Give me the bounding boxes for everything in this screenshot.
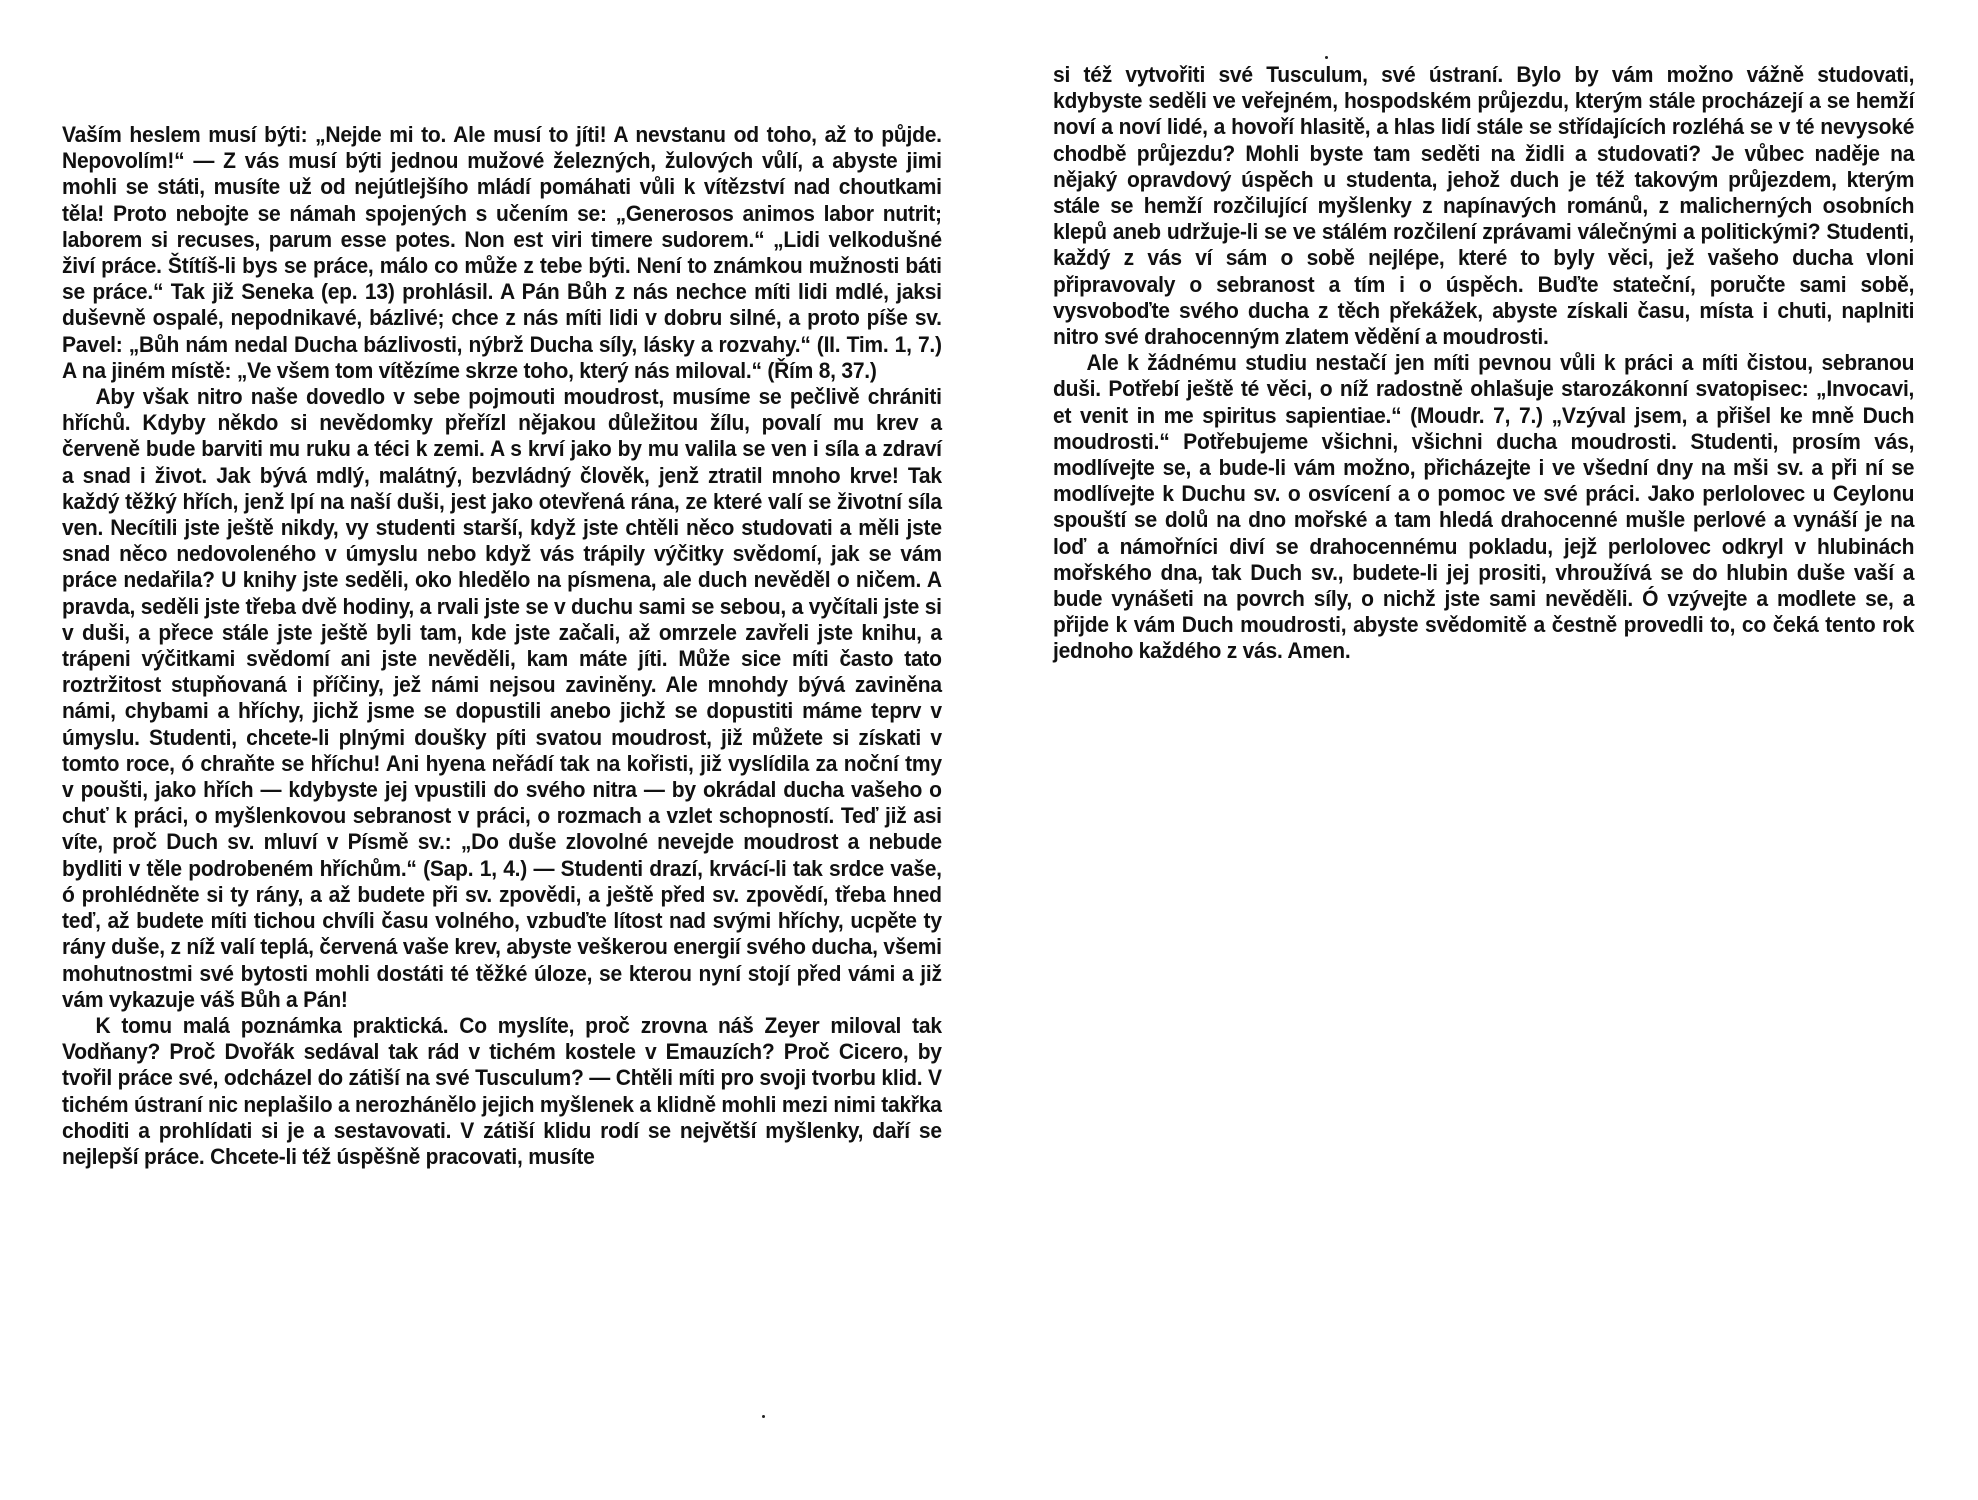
left-page-column [62,122,942,1170]
scan-speck [1325,56,1328,59]
right-page-column [1053,62,1914,665]
right-paragraph-2: Ale k žádnému studiu nestačí jen míti pevnou vůli k práci a míti čistou, sebranou duši. Potřebí ještě té věci, o níž radostně ohlašuje starozákonní svatopisec: „Invocavi, et venit in me spiritus sapientiae.“ (Moudr. 7, 7.) „Vzýval jsem, a přišel ke mně Duch moudrosti.“ Potřebujeme všichni, všichni ducha moudrosti. Studenti, prosím vás, modlívejte se, a bude-li vám možno, přicházejte i ve všední dny na mši sv. a při ní se modlívejte k Duchu sv. o osvícení a o pomoc ve své práci. Jako perlolovec u Ceylonu spouští se dolů na dno mořské a tam hledá drahocenné mušle perlové a vynáší je na loď a námořníci diví se drahocennému pokladu, jejž perlolovec odkryl v hlubinách mořského dna, tak Duch sv., budete-li jej prositi, vhroužívá se do hlubin duše vaší a bude vynášeti na povrch síly, o nichž jste sami nevěděli. Ó vzývejte a modlete se, a přijde k vám Duch moudrosti, abyste svědomitě a čestně provedli to, co čeká tento rok jednoho každého z vás. Amen. [1053,350,1915,664]
left-paragraph-3: K tomu malá poznámka praktická. Co myslíte, proč zrovna náš Zeyer miloval tak Vodňany? Proč Dvořák sedával tak rád v tichém kostele v Emauzích? Proč Cicero, by tvořil práce své, odcházel do zátiší na své Tusculum? — Chtěli míti pro svoji tvorbu klid. V tichém ústraní nic neplašilo a nerozhánělo jejich myšlenek a klidně mohli mezi nimi takřka choditi a prohlídati si je a sestavovati. V zátiší klidu rodí se největší myšlenky, daří se nejlepší práce. Chcete-li též úspěšně pracovati, musíte [62,1012,942,1169]
left-paragraph-1: Vaším heslem musí býti: „Nejde mi to. Ale musí to jíti! A nevstanu od toho, až to půjde. Nepovolím!“ — Z vás musí býti jednou mužové železných, žulových vůlí, a abyste jimi mohli se státi, musíte už od nejútlejšího mládí pomáhati vůli k vítězství nad choutkami těla! Proto nebojte se námah spojených s učením se: „Generosos animos labor nutrit; laborem si recuses, parum esse potes. Non est viri timere sudorem.“ „Lidi velkodušné živí práce. Štítíš-li bys se práce, málo co může z tebe býti. Není to známkou mužnosti báti se práce.“ Tak již Seneka (ep. 13) prohlásil. A Pán Bůh z nás nechce míti lidi mdlé, jaksi duševně ospalé, nepodnikavé, bázlivé; chce z nás míti lidi v dobru silné, a proto píše sv. Pavel: „Bůh nám nedal Ducha bázlivosti, nýbrž Ducha síly, lásky a rozvahy.“ (II. Tim. 1, 7.) A na jiném místě: „Ve všem tom vítězíme skrze toho, který nás miloval.“ (Řím 8, 37.) [62,122,942,383]
right-paragraph-1: si též vytvořiti své Tusculum, své ústraní. Bylo by vám možno vážně studovati, kdybyste seděli ve veřejném, hospodském průjezdu, kterým stále procházejí a se hemží noví a noví lidé, a hovoří hlasitě, a hlas lidí stále se střídajících rozléhá se v té nevysoké chodbě průjezdu? Mohli byste tam seděti na židli a studovati? Je vůbec naděje na nějaký opravdový úspěch u studenta, jehož duch je též takovým průjezdem, kterým stále se hemží rozčilující myšlenky z napínavých románů, z malicherných osobních klepů aneb udržuje-li se ve stálém rozčilení zprávami válečnými a politickými? Studenti, každý z vás ví sám o sobě nejlépe, které to byly věci, jež vašeho ducha vloni připravovaly o sebranost a tím i o úspěch. Buďte stateční, poručte sami sobě, vysvoboďte svého ducha z těch překážek, abyste získali času, místa i chuti, naplniti nitro své drahocenným zlatem vědění a moudrosti. [1053,62,1915,350]
scan-speck [762,1415,765,1418]
left-paragraph-2: Aby však nitro naše dovedlo v sebe pojmouti moudrost, musíme se pečlivě chrániti hříchů. Kdyby někdo si nevědomky přeřízl nějakou důležitou žílu, povalí mu krev a červeně bude barviti mu ruku a téci k zemi. A s krví jako by mu valila se ven i síla a zdraví a snad i život. Jak bývá mdlý, malátný, bezvládný člověk, jenž ztratil mnoho krve! Tak každý těžký hřích, jenž lpí na naší duši, jest jako otevřená rána, ze které valí se životní síla ven. Necítili jste ještě nikdy, vy studenti starší, když jste chtěli něco studovati a měli jste snad něco nedovoleného v úmyslu nebo když vás trápily výčitky svědomí, jak se vám práce nedařila? U knihy jste seděli, oko hledělo na písmena, ale duch nevěděl o ničem. A pravda, seděli jste třeba dvě hodiny, a rvali jste se v duchu sami se sebou, a vyčítali jste si v duši, a přece stále jste ještě byli tam, kde jste začali, až omrzele zavřeli jste knihu, a trápeni výčitkami svědomí ani jste nevěděli, kam máte jíti. Může sice míti často tato roztržitost stupňovaná i příčiny, jež námi nejsou zaviněny. Ale mnohdy bývá zaviněna námi, chybami a hříchy, jichž jsme se dopustili anebo jichž se dopustiti máme teprv v úmyslu. Studenti, chcete-li plnými doušky píti svatou moudrost, již můžete si získati v tomto roce, ó chraňte se hříchu! Ani hyena neřádí tak na kořisti, již vyslídila za noční tmy v poušti, jako hřích — kdybyste jej vpustili do svého nitra — by okrádal ducha vašeho o chuť k práci, o myšlenkovou sebranost v práci, o rozmach a vzlet schopností. Teď již asi víte, proč Duch sv. mluví v Písmě sv.: „Do duše zlovolné nevejde moudrost a nebude bydliti v těle podrobeném hříchům.“ (Sap. 1, 4.) — Studenti drazí, krvácí-li tak srdce vaše, ó prohlédněte si ty rány, a až budete při sv. zpovědi, a ještě před sv. zpovědí, třeba hned teď, až budete míti tichou chvíli času volného, vzbuďte lítost nad svými hříchy, ucpěte ty rány duše, z níž valí teplá, červená vaše krev, abyste veškerou energií svého ducha, všemi mohutnostmi své bytosti mohli dostáti té těžké úloze, se kterou nyní stojí před vámi a již vám vykazuje váš Bůh a Pán! [62,384,942,1012]
